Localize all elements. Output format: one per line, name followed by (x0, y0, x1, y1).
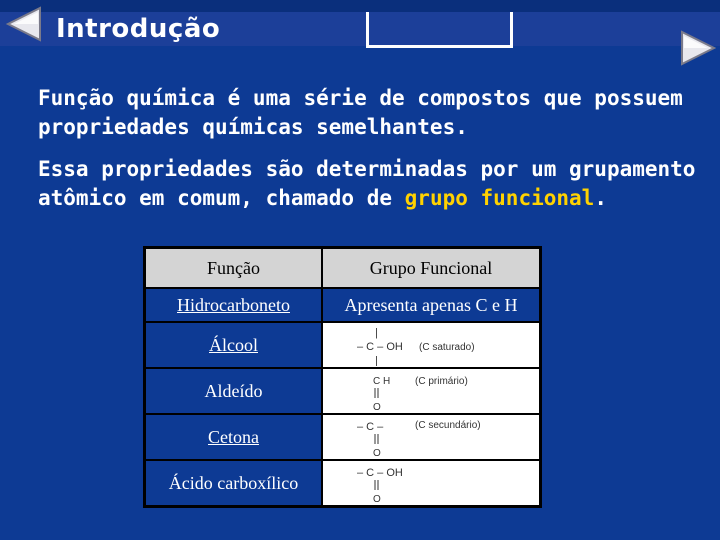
title-divider-right (510, 12, 513, 48)
label-hidrocarboneto: Hidrocarboneto (177, 294, 290, 315)
highlight-grupo-funcional: grupo funcional (404, 186, 595, 210)
structure-acido (322, 460, 540, 506)
label-acido-carboxilico: Ácido carboxílico (145, 460, 322, 506)
alcool-note: (C saturado) (419, 342, 475, 353)
table-row (145, 460, 540, 506)
structure-aldeido (322, 368, 540, 414)
acido-structure-diagram (331, 462, 531, 504)
aldeido-oxygen: O (373, 402, 381, 412)
aldeido-note: (C primário) (415, 376, 468, 387)
acido-formula: – C – OH (357, 467, 403, 479)
paragraph-definition: Função química é uma série de compostos que possuem propriedades químicas semelhantes. (38, 86, 683, 139)
structure-cetona (322, 414, 540, 460)
table-header-row (145, 248, 540, 288)
cetona-formula: – C – (357, 421, 384, 433)
cetona-oxygen: O (373, 448, 381, 458)
title-divider-left (366, 12, 369, 48)
cetona-structure-diagram (331, 416, 531, 458)
label-aldeido: Aldeído (145, 368, 322, 414)
paragraph2-end: . (594, 186, 607, 210)
structure-alcool (322, 322, 540, 368)
header-grupo-funcional: Grupo Funcional (322, 248, 540, 288)
link-hidrocarboneto[interactable] (145, 288, 322, 322)
label-alcool: Álcool (209, 334, 258, 355)
table-row (145, 288, 540, 322)
aldeido-formula: C H (373, 376, 391, 387)
prev-slide-button[interactable] (4, 4, 44, 48)
bond-bottom: | (375, 355, 378, 366)
next-slide-button[interactable] (680, 28, 716, 72)
table-row (145, 322, 540, 368)
title-divider-line (366, 45, 513, 48)
cetona-note: (C secundário) (415, 420, 481, 431)
next-arrow-icon (680, 28, 716, 68)
link-cetona[interactable] (145, 414, 322, 460)
acido-oxygen: O (373, 494, 381, 504)
alcool-formula: – C – OH (357, 341, 403, 353)
functions-table (143, 246, 542, 508)
grupo-hidrocarboneto: Apresenta apenas C e H (322, 288, 540, 322)
table-row (145, 414, 540, 460)
table-row (145, 368, 540, 414)
link-alcool[interactable] (145, 322, 322, 368)
prev-arrow-icon (4, 4, 44, 44)
aldeido-structure-diagram (331, 370, 531, 412)
label-cetona: Cetona (208, 426, 259, 447)
paragraph-functional-group (38, 155, 708, 213)
bond-top: | (375, 327, 378, 339)
top-bar (0, 0, 720, 12)
slide-title: Introdução (56, 14, 221, 44)
paragraph2-text: Essa propriedades são determinadas por um grupamento atômico em comum, chamado de (38, 157, 696, 210)
header-funcao: Função (145, 248, 322, 288)
alcool-structure-diagram (331, 324, 531, 366)
